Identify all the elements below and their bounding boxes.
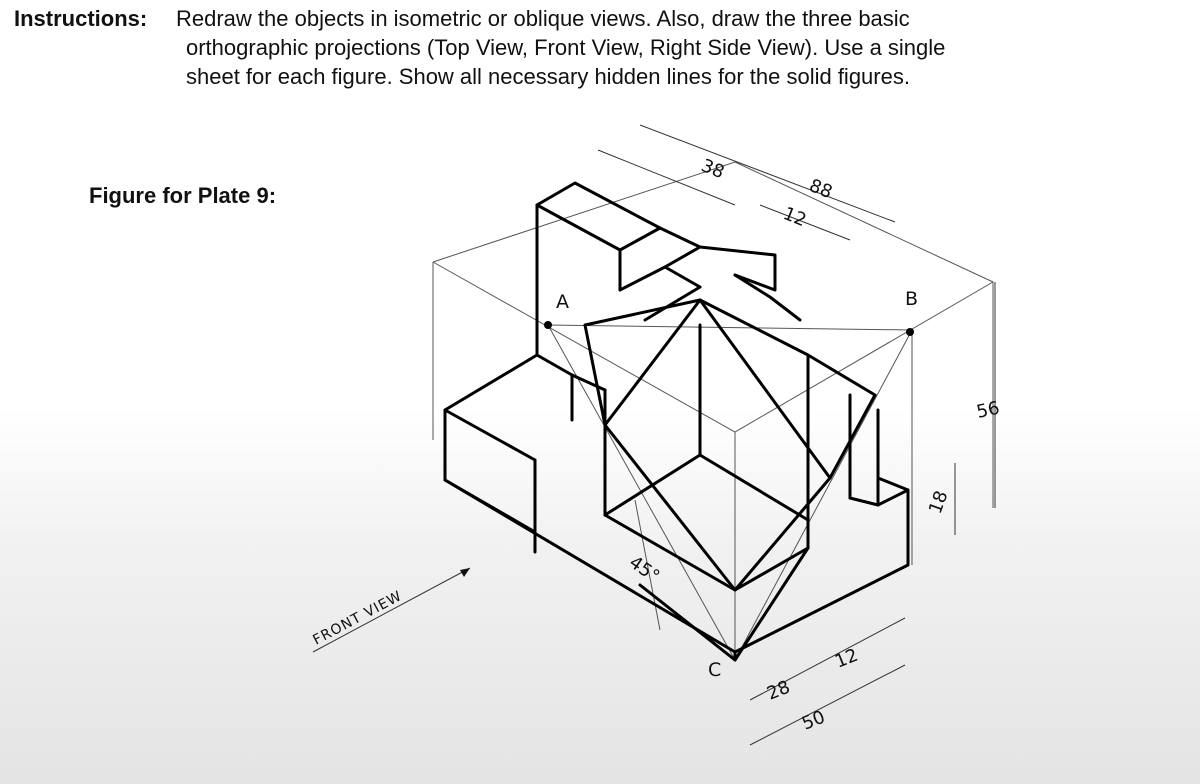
dim-38: 38 bbox=[698, 155, 728, 184]
point-b-dot bbox=[906, 328, 914, 336]
front-view-arrow-icon bbox=[460, 568, 470, 577]
instructions-label: Instructions: bbox=[14, 6, 148, 31]
point-a-label: A bbox=[556, 291, 569, 313]
dim-28: 28 bbox=[764, 676, 794, 705]
dim-56: 56 bbox=[974, 397, 1002, 423]
point-a-dot bbox=[544, 321, 552, 329]
front-view-label-group bbox=[310, 568, 470, 652]
dim-12-bottom: 12 bbox=[832, 644, 862, 673]
instructions-line-3: sheet for each figure. Show all necessary hidden lines for the solid figures. bbox=[186, 64, 910, 89]
front-view-label: FRONT VIEW bbox=[310, 588, 405, 649]
dim-88: 88 bbox=[806, 175, 836, 204]
point-c-label: C bbox=[708, 659, 722, 681]
construction-lines bbox=[433, 162, 993, 660]
dimension-labels bbox=[625, 155, 1001, 734]
dim-angle-45: 45° bbox=[625, 551, 664, 588]
front-view-underline bbox=[313, 568, 470, 652]
dim-12-top: 12 bbox=[780, 203, 810, 232]
instructions-line-2: orthographic projections (Top View, Front View, Right Side View). Use a single bbox=[186, 35, 946, 60]
figure-label: Figure for Plate 9: bbox=[89, 183, 277, 208]
dim-50: 50 bbox=[799, 706, 829, 735]
point-b-label: B bbox=[905, 288, 919, 310]
dim-18: 18 bbox=[924, 488, 953, 517]
point-markers bbox=[544, 288, 918, 681]
instructions-line-1: Redraw the objects in isometric or oblique views. Also, draw the three basic bbox=[176, 6, 910, 31]
object-outline bbox=[445, 183, 908, 660]
